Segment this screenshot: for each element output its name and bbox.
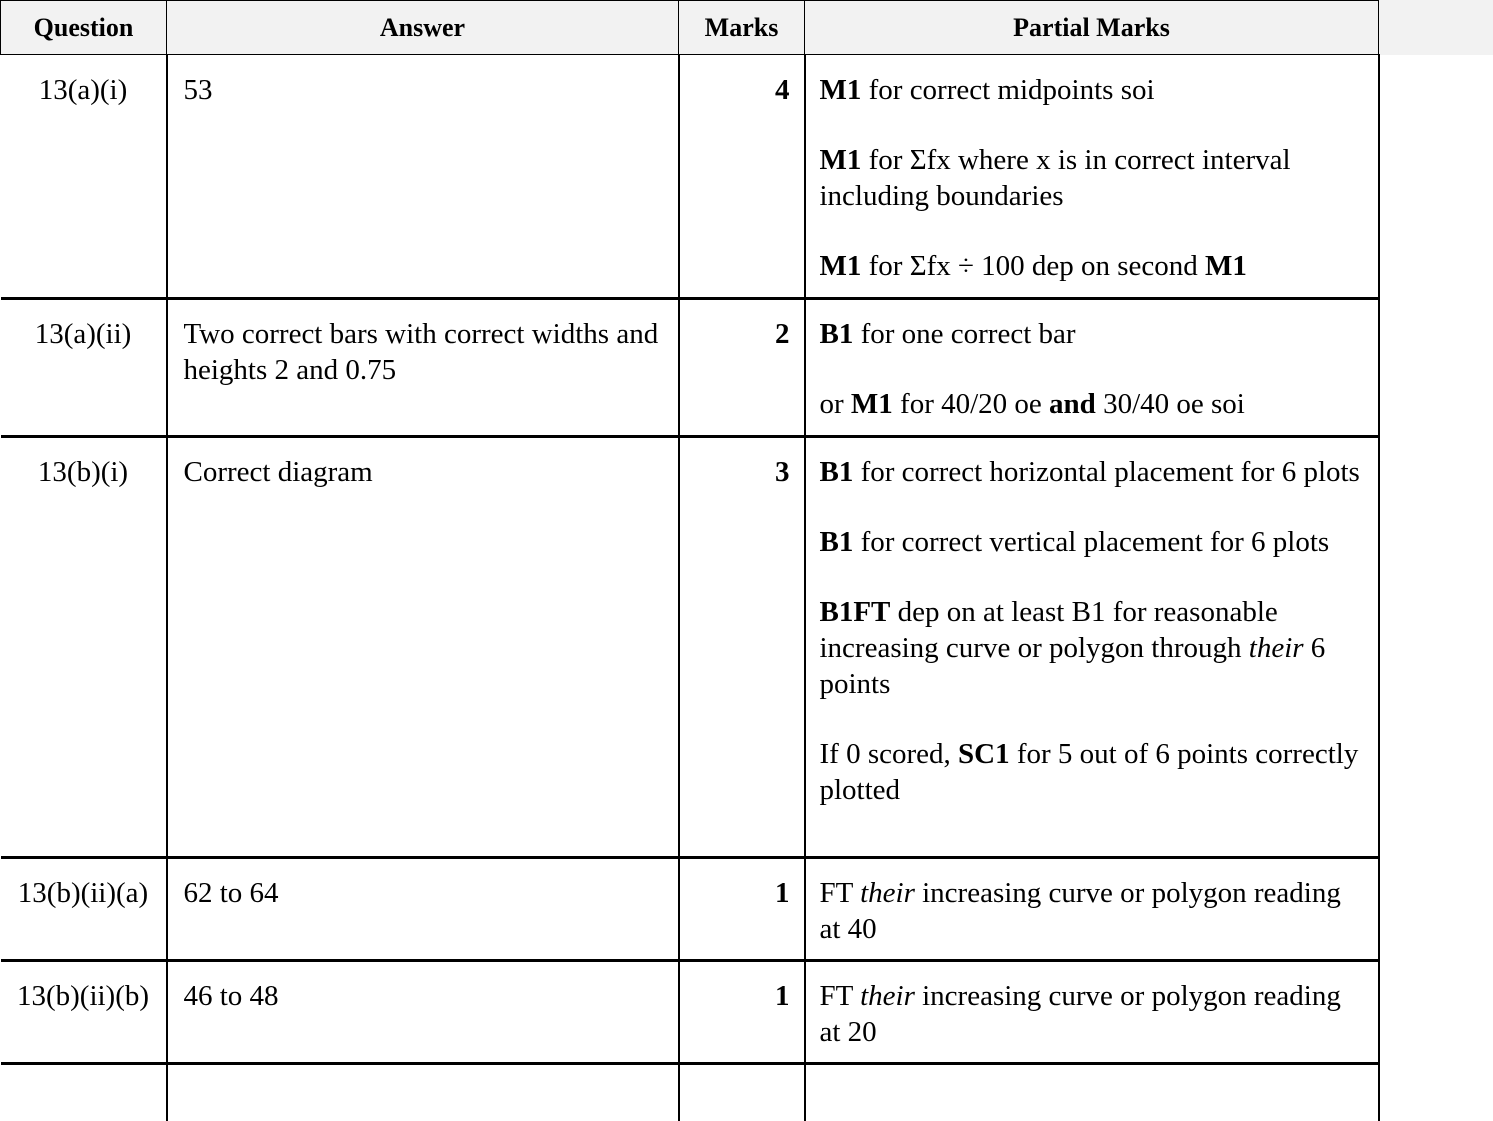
- partial-marks-cell: [805, 299, 1379, 437]
- answer-cell: 62 to 64: [167, 858, 679, 961]
- partial-mark-line: If 0 scored, SC1 for 5 out of 6 points correctly plotted: [820, 736, 1366, 808]
- partial-mark-line: FT their increasing curve or polygon reading at 20: [820, 978, 1366, 1050]
- header-background-extension: [1378, 0, 1493, 55]
- table-row: [1, 437, 1379, 858]
- table-row: [1, 299, 1379, 437]
- answer-cell: 53: [167, 55, 679, 299]
- marks-cell: 4: [679, 55, 805, 299]
- partial-marks-cell: [805, 961, 1379, 1064]
- partial-marks-cell: [805, 858, 1379, 961]
- header-row: [1, 1, 1379, 55]
- question-cell: 13(b)(ii)(a): [1, 858, 167, 961]
- partial-marks-cell: [805, 1064, 1379, 1121]
- table-row: [1, 961, 1379, 1064]
- header-answer: Answer: [167, 1, 679, 55]
- marks-cell: 3: [679, 437, 805, 858]
- marks-cell: 1: [679, 858, 805, 961]
- question-cell: 13(a)(i): [1, 55, 167, 299]
- partial-mark-line: M1 for correct midpoints soi: [820, 72, 1366, 108]
- table-row: [1, 858, 1379, 961]
- marks-cell: 1: [679, 961, 805, 1064]
- answer-cell: 46 to 48: [167, 961, 679, 1064]
- question-cell: 13(b)(i): [1, 437, 167, 858]
- question-cell: [1, 1064, 167, 1121]
- question-cell: 13(a)(ii): [1, 299, 167, 437]
- header-partial-marks: Partial Marks: [805, 1, 1379, 55]
- answer-cell: [167, 1064, 679, 1121]
- partial-mark-line: B1 for correct vertical placement for 6 plots: [820, 524, 1366, 560]
- partial-marks-cell: [805, 437, 1379, 858]
- partial-mark-line: or M1 for 40/20 oe and 30/40 oe soi: [820, 386, 1366, 422]
- answer-cell: Two correct bars with correct widths and heights 2 and 0.75: [167, 299, 679, 437]
- header-marks: Marks: [679, 1, 805, 55]
- partial-mark-line: FT their increasing curve or polygon reading at 40: [820, 875, 1366, 947]
- partial-mark-line: B1FT dep on at least B1 for reasonable increasing curve or polygon through their 6 points: [820, 594, 1366, 702]
- partial-marks-cell: [805, 55, 1379, 299]
- partial-mark-line: B1 for one correct bar: [820, 316, 1366, 352]
- table-row: [1, 55, 1379, 299]
- header-question: Question: [1, 1, 167, 55]
- partial-mark-line: M1 for Σfx ÷ 100 dep on second M1: [820, 248, 1366, 284]
- partial-mark-line: M1 for Σfx where x is in correct interval including boundaries: [820, 142, 1366, 214]
- partial-mark-line: B1 for correct horizontal placement for 6 plots: [820, 454, 1366, 490]
- table-row: [1, 1064, 1379, 1121]
- question-cell: 13(b)(ii)(b): [1, 961, 167, 1064]
- answer-cell: Correct diagram: [167, 437, 679, 858]
- marks-cell: 2: [679, 299, 805, 437]
- marks-cell: [679, 1064, 805, 1121]
